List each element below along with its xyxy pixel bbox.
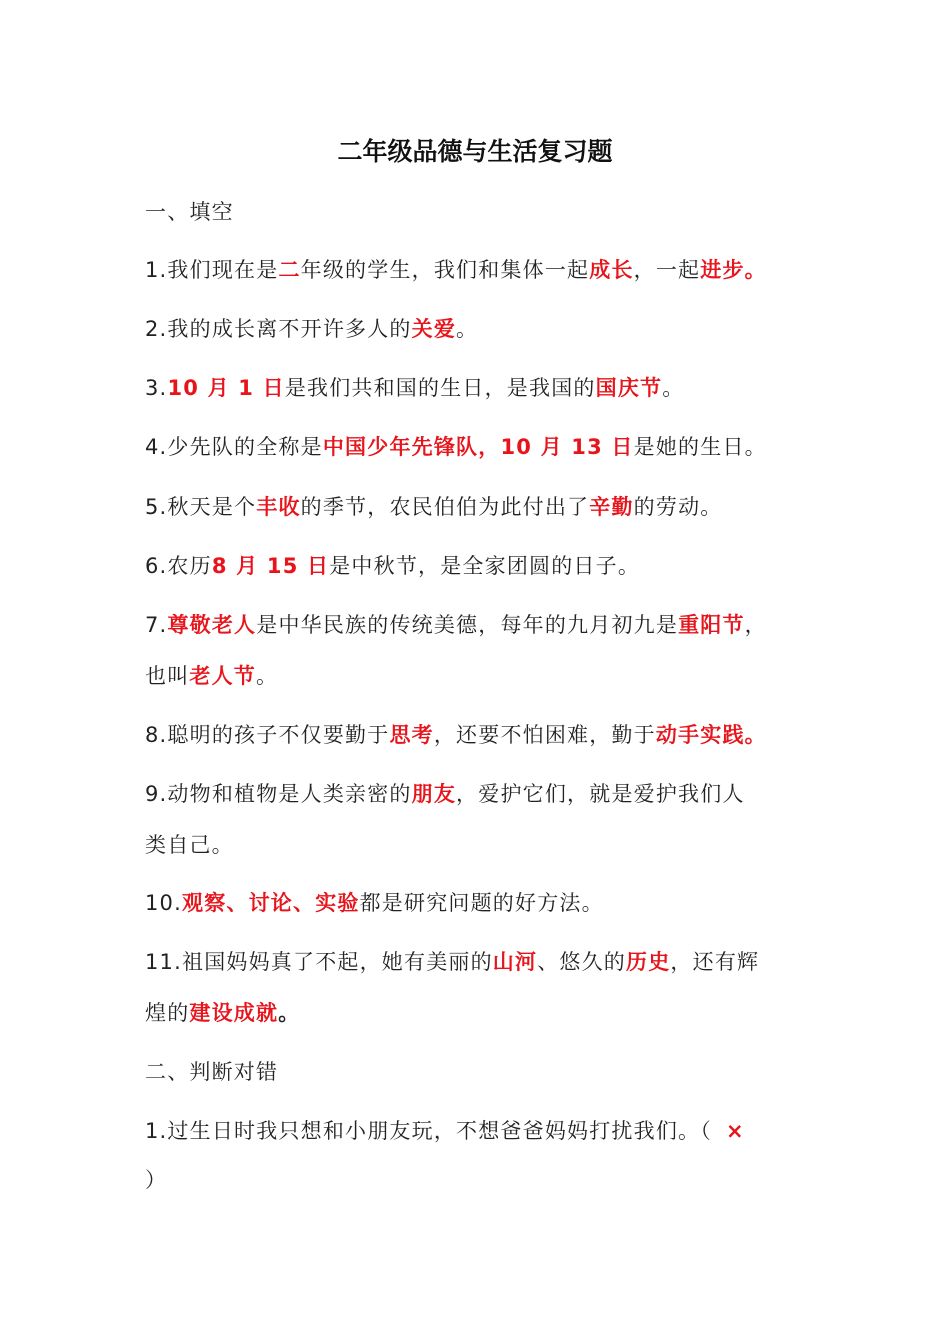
section-heading-fill-blank: 一、填空 — [145, 200, 234, 224]
question-9-continued: 类自己。 — [145, 833, 234, 857]
page-title: 二年级品德与生活复习题 — [337, 137, 613, 166]
question-11-continued: 煌的建设成就。 — [145, 1001, 301, 1025]
question-10: 10.观察、讨论、实验都是研究问题的好方法。 — [145, 891, 604, 915]
question-2: 2.我的成长离不开许多人的关爱。 — [145, 317, 479, 341]
question-9: 9.动物和植物是人类亲密的朋友，爱护它们，就是爱护我们人 — [145, 782, 745, 806]
question-8: 8.聪明的孩子不仅要勤于思考，还要不怕困难，勤于动手实践。 — [145, 723, 767, 747]
judgement-1-continued: ） — [145, 1168, 168, 1192]
question-7-continued: 也叫老人节。 — [145, 664, 279, 688]
question-5: 5.秋天是个丰收的季节，农民伯伯为此付出了辛勤的劳动。 — [145, 495, 723, 519]
section-heading-true-false: 二、判断对错 — [145, 1060, 279, 1084]
question-3: 3.10 月 1 日是我们共和国的生日，是我国的国庆节。 — [145, 376, 685, 400]
question-6: 6.农历8 月 15 日是中秋节，是全家团圆的日子。 — [145, 554, 641, 578]
question-11: 11.祖国妈妈真了不起，她有美丽的山河、悠久的历史，还有辉 — [145, 950, 760, 974]
question-1: 1.我们现在是二年级的学生，我们和集体一起成长，一起进步。 — [145, 258, 767, 282]
judgement-1: 1.过生日时我只想和小朋友玩，不想爸爸妈妈打扰我们。（ × — [145, 1119, 745, 1143]
question-7: 7.尊敬老人是中华民族的传统美德，每年的九月初九是重阳节， — [145, 613, 767, 637]
question-4: 4.少先队的全称是中国少年先锋队，10 月 13 日是她的生日。 — [145, 435, 767, 459]
